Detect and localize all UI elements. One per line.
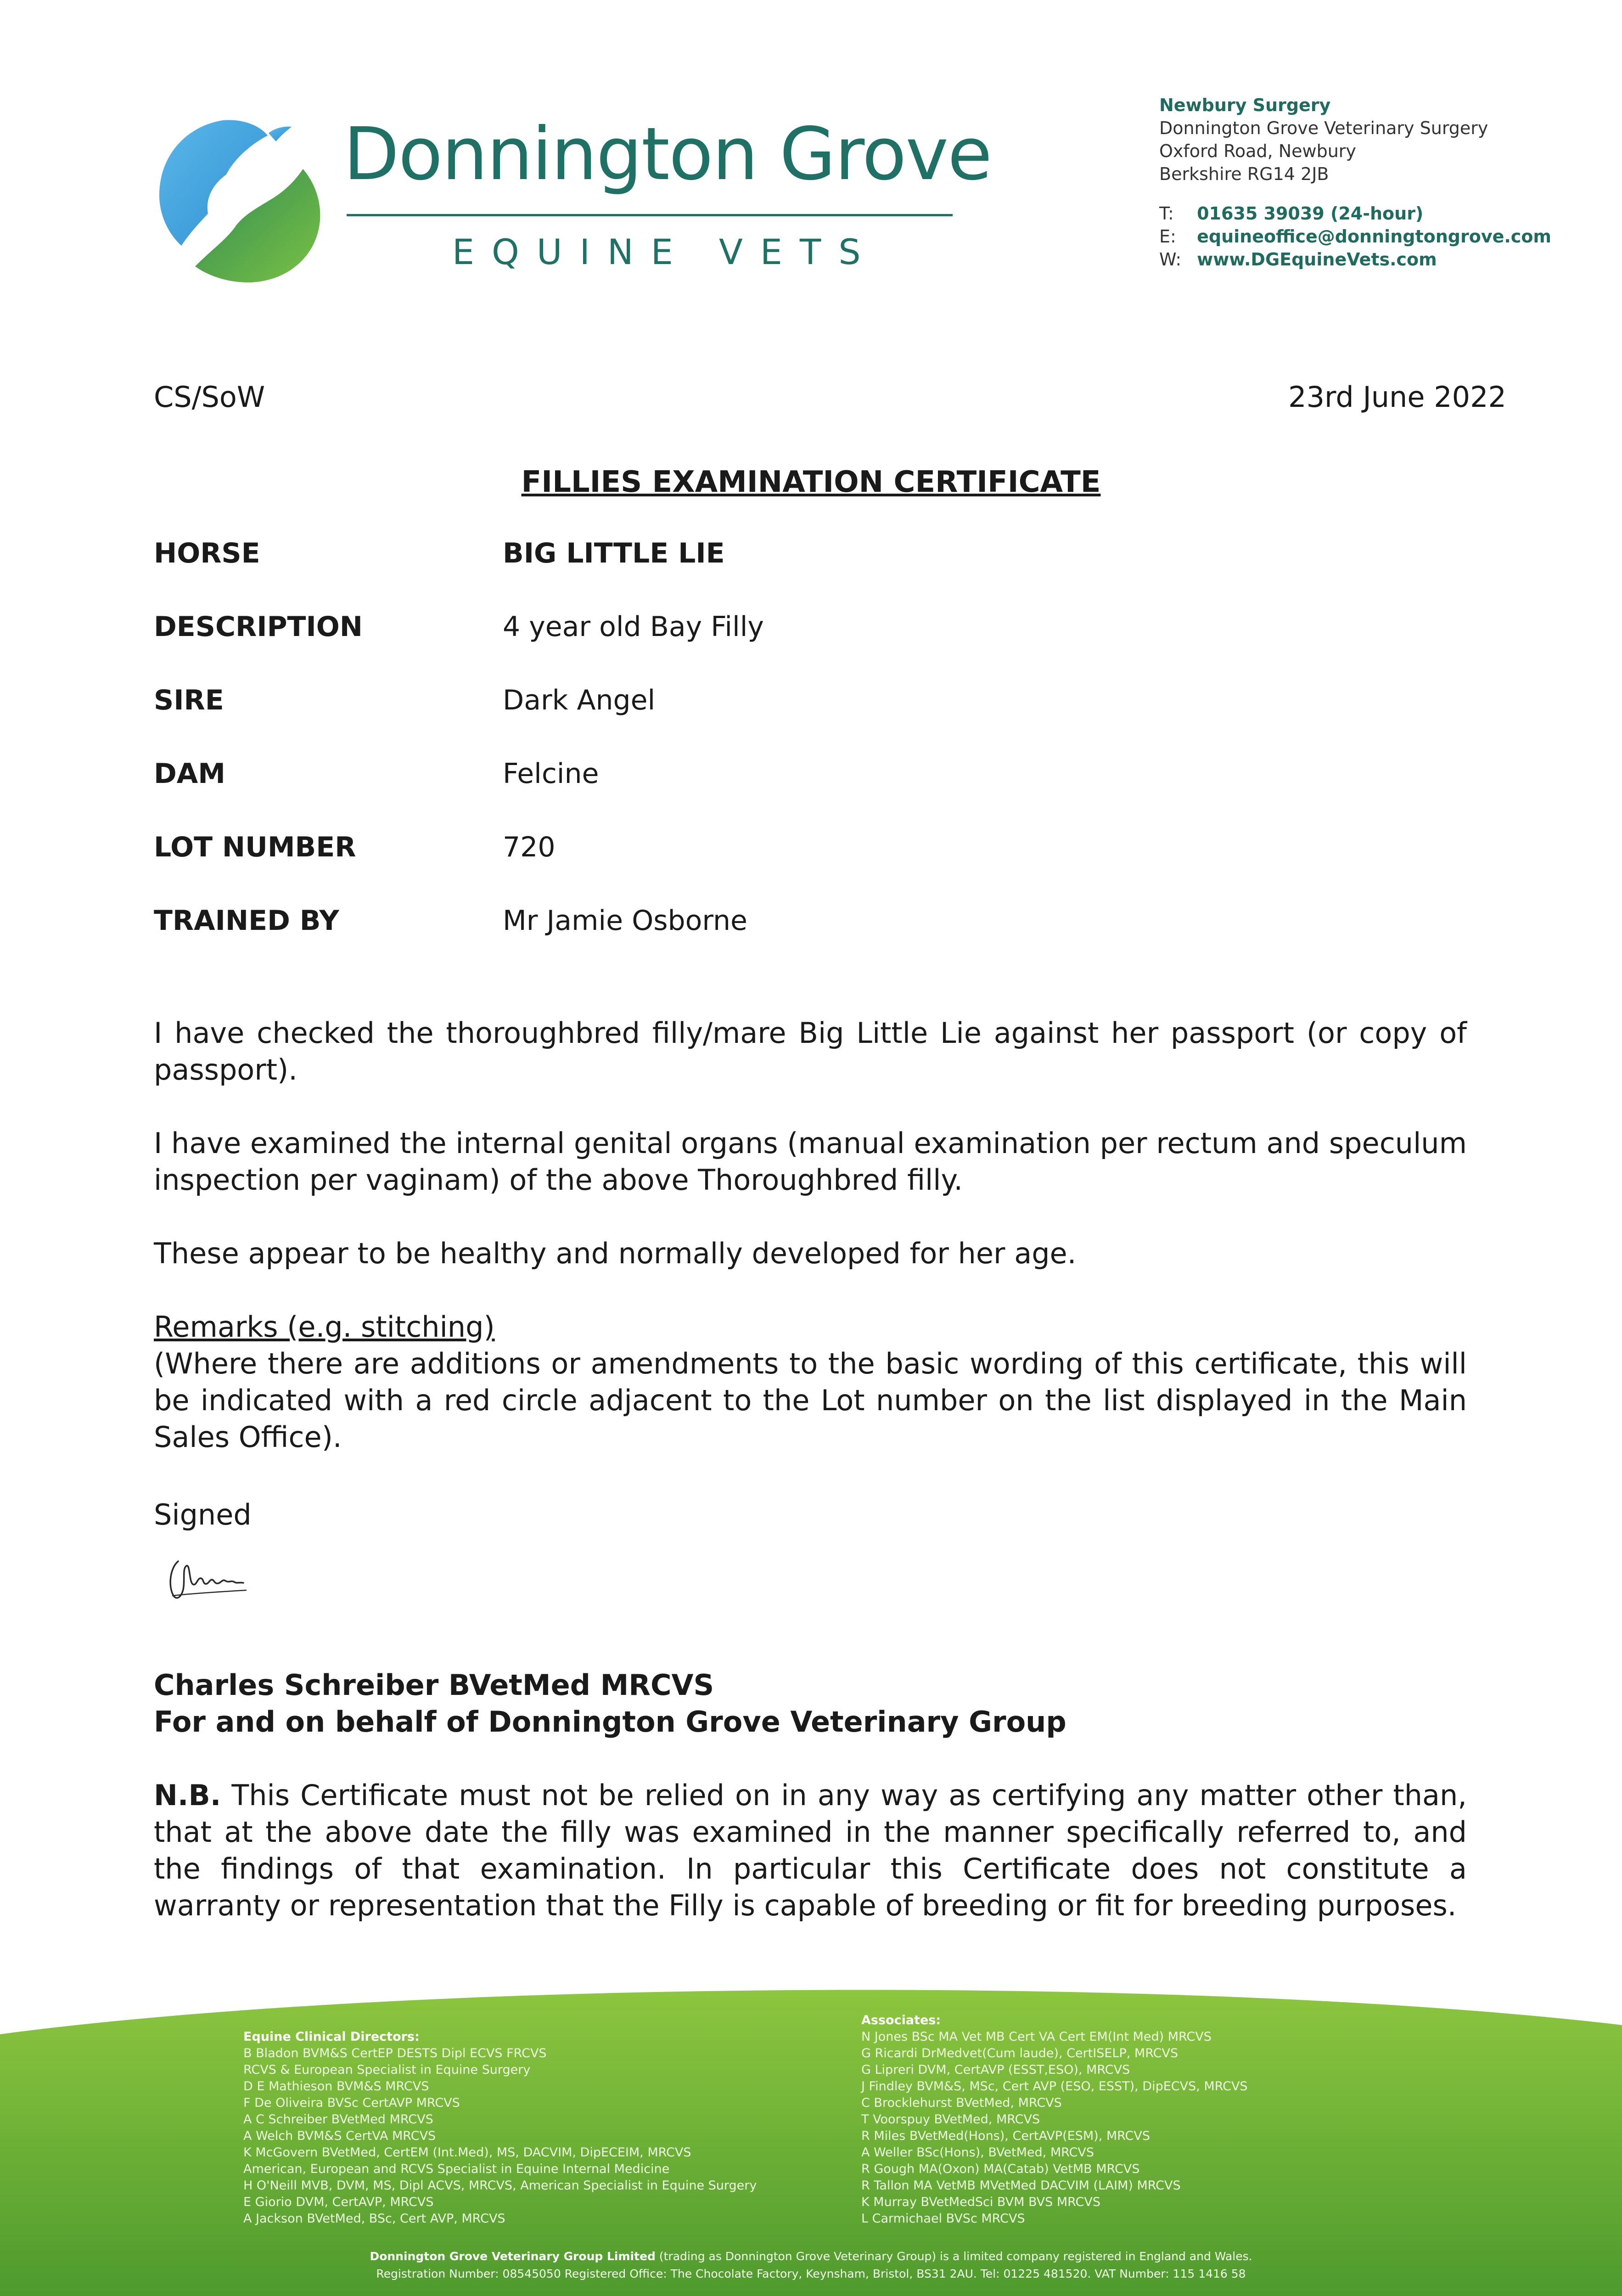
signed-label: Signed [154,1498,252,1531]
associate-entry: A Weller BSc(Hons), BVetMed, MRCVS [861,2145,1094,2160]
body-paragraph: I have checked the thoroughbred filly/mare Big Little Lie against her passport (or copy of passport). [154,1016,1467,1086]
website-row [1159,248,1551,271]
page-title: FILLIES EXAMINATION CERTIFICATE [521,465,1101,499]
phone-label: T: [1159,203,1174,224]
reference: CS/SoW [154,380,265,414]
contact-details [1159,202,1551,271]
director-entry: A Jackson BVetMed, BSc, Cert AVP, MRCVS [243,2212,505,2226]
detail-label: HORSE [154,537,260,569]
detail-label: SIRE [154,684,224,716]
detail-row-sire [154,684,1485,758]
brand-name: Donnington Grove [343,112,992,197]
director-entry: H O'Neill MVB, DVM, MS, Dipl ACVS, MRCVS, American Specialist in Equine Surgery [243,2178,757,2193]
associate-entry: L Carmichael BVSc MRCVS [861,2212,1025,2226]
nb-text: This Certificate must not be relied on in any way as certifying any matter other than, that at the above date the filly was examined in the manner specifically referred to, and the findings of that examination. In particular this Certificate does not constitute a warranty or representation that the Filly is capable of breeding or fit for breeding purposes. [154,1778,1467,1922]
associate-entry: J Findley BVM&S, MSc, Cert AVP (ESO, ESST), DipECVS, MRCVS [861,2079,1248,2093]
associate-entry: R Miles BVetMed(Hons), CertAVP(ESM), MRCVS [861,2129,1150,2143]
director-entry: B Bladon BVM&S CertEP DESTS Dipl ECVS FRCVS [243,2046,547,2060]
remarks-title: Remarks (e.g. stitching) [154,1310,495,1344]
detail-value: 4 year old Bay Filly [503,611,764,643]
donnington-grove-logo-icon [154,115,328,285]
legal-line-1 [0,2248,1622,2265]
director-entry: RCVS & European Specialist in Equine Surgery [243,2063,531,2077]
detail-value: BIG LITTLE LIE [503,537,725,569]
address-line: Berkshire RG14 2JB [1159,164,1329,184]
date: 23rd June 2022 [1288,380,1506,414]
associates-list [861,2012,1248,2227]
detail-label: LOT NUMBER [154,831,356,863]
email-link[interactable]: equineoffice@donningtongrove.com [1197,226,1552,247]
certificate-body [154,1015,1467,1492]
remarks-section [154,1309,1467,1456]
signatory-block [154,1667,1066,1740]
legal-company: Donnington Grove Veterinary Group Limited [370,2250,656,2263]
associate-entry: R Tallon MA VetMB MVetMed DACVIM (LAIM) MRCVS [861,2178,1181,2193]
detail-value: Felcine [503,758,599,790]
remarks-text: (Where there are additions or amendments to the basic wording of this certificate, this will be indicated with a red circle adjacent to the Lot number on the list displayed in the Main Sales Office). [154,1347,1467,1454]
directors-list [243,2029,757,2227]
email-label: E: [1159,226,1176,247]
director-entry: E Giorio DVM, CertAVP, MRCVS [243,2195,434,2209]
signatory-on-behalf: For and on behalf of Donnington Grove Veterinary Group [154,1705,1066,1739]
detail-label: TRAINED BY [154,905,339,937]
address-line: Donnington Grove Veterinary Surgery [1159,118,1488,138]
detail-row-lot-number [154,831,1485,905]
detail-label: DESCRIPTION [154,611,363,643]
phone-row [1159,202,1551,225]
legal-line-2: Registration Number: 08545050 Registered Office: The Chocolate Factory, Keynsham, Bristol, BS31 2AU. Tel: 01225 481520. VAT Number: 115 1416 58 [376,2267,1246,2280]
associate-entry: T Voorspuy BVetMed, MRCVS [861,2112,1040,2127]
associates-title: Associates: [861,2013,941,2027]
surgery-address [1159,94,1488,186]
website-label: W: [1159,249,1182,270]
email-row [1159,225,1551,248]
horse-details [154,537,1485,978]
body-paragraph: I have examined the internal genital organs (manual examination per rectum and speculum inspection per vaginam) of the above Thoroughbred filly. [154,1126,1467,1197]
brand-subtitle: EQUINE VETS [452,231,878,272]
body-paragraph: These appear to be healthy and normally developed for her age. [154,1237,1077,1270]
associate-entry: G Lipreri DVM, CertAVP (ESST,ESO), MRCVS [861,2063,1130,2077]
associate-entry: G Ricardi DrMedvet(Cum laude), CertISELP, MRCVS [861,2046,1179,2060]
nb-disclaimer [154,1777,1467,1924]
phone-number[interactable]: 01635 39039 (24-hour) [1197,203,1424,224]
director-entry: F De Oliveira BVSc CertAVP MRCVS [243,2096,460,2110]
director-entry: K McGovern BVetMed, CertEM (Int.Med), MS, DACVIM, DipECEIM, MRCVS [243,2145,691,2160]
associate-entry: C Brocklehurst BVetMed, MRCVS [861,2096,1062,2110]
associate-entry: N Jones BSc MA Vet MB Cert VA Cert EM(Int Med) MRCVS [861,2030,1212,2044]
nb-prefix: N.B. [154,1778,221,1812]
detail-value: 720 [503,831,556,863]
signature-image [164,1550,252,1605]
director-entry: A Welch BVM&S CertVA MRCVS [243,2129,436,2143]
director-entry: A C Schreiber BVetMed MRCVS [243,2112,433,2127]
director-entry: American, European and RCVS Specialist in Equine Internal Medicine [243,2162,670,2176]
director-entry: D E Mathieson BVM&S MRCVS [243,2079,429,2093]
legal-line-1-rest: (trading as Donnington Grove Veterinary Group) is a limited company registered in England and Wales. [655,2250,1252,2263]
detail-value: Dark Angel [503,684,656,716]
associate-entry: K Murray BVetMedSci BVM BVS MRCVS [861,2195,1101,2209]
directors-title: Equine Clinical Directors: [243,2030,420,2044]
brand-divider [347,214,953,216]
website-link[interactable]: www.DGEquineVets.com [1197,249,1437,270]
detail-value: Mr Jamie Osborne [503,905,747,937]
address-line: Oxford Road, Newbury [1159,141,1356,161]
detail-label: DAM [154,758,225,790]
footer-legal [0,2248,1622,2283]
surgery-name: Newbury Surgery [1159,95,1331,115]
detail-row-horse [154,537,1485,611]
detail-row-dam [154,758,1485,831]
detail-row-description [154,611,1485,684]
detail-row-trained-by [154,905,1485,978]
associate-entry: R Gough MA(Oxon) MA(Catab) VetMB MRCVS [861,2162,1140,2176]
signatory-name: Charles Schreiber BVetMed MRCVS [154,1668,714,1702]
